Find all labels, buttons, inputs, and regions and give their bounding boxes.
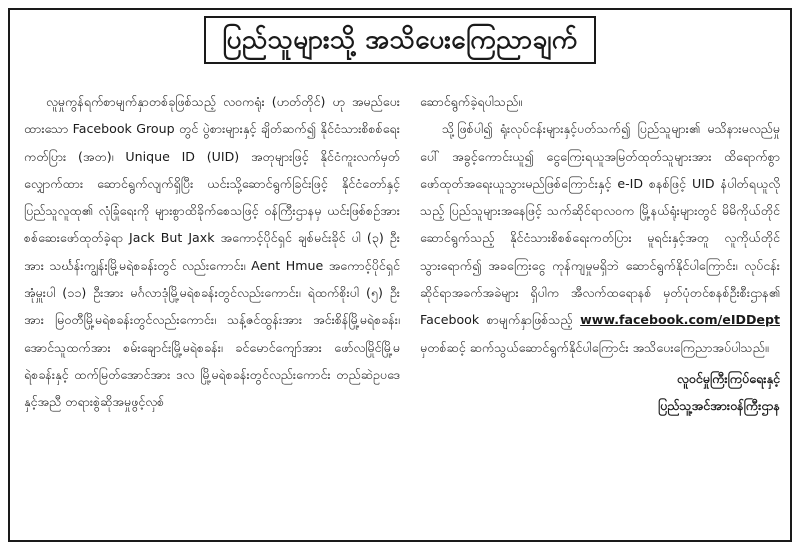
- facebook-link[interactable]: www.facebook.com/eIDDept: [580, 312, 780, 328]
- right-paragraph-end: မှတစ်ဆင့် ဆက်သွယ်ဆောင်ရွက်နိုင်ပါကြောင်း အသိပေးကြေညာအပ်ပါသည်။: [420, 339, 769, 355]
- signature-line-1: လူဝင်မှုကြီးကြပ်ရေးနှင့်: [676, 370, 780, 386]
- left-paragraph: လူမှုကွန်ရက်စာမျက်နှာတစ်ခုဖြစ်သည့် လဝကရုံး (ဟတ်တိုင်) ဟု အမည်ပေးထားသော Facebook Group တွင် ပွဲစားများနှင့် ချိတ်ဆက်၍ နိုင်ငံသားစိစစ်ရေးကတ်ပြား (အတ)၊ Unique ID (UID) အတုများဖြင့် နိုင်ငံကူးလက်မှတ် လျှောက်ထား ဆောင်ရွက်လျက်ရှိပြီး ယင်းသို့ဆောင်ရွက်ခြင်းဖြင့် နိုင်ငံတော်နှင့် ပြည်သူလူထု၏ လုံခြုံရေးကို များစွာထိခိုက်စေသဖြင့် ဝန်ကြီးဌာနမှ ယင်းဖြစ်စဉ်အား စစ်ဆေးဖော်ထုတ်ခဲ့ရာ Jack But Jaxk အကောင့်ပိုင်ရှင် ချစ်မင်းခိုင် ပါ (၃) ဦးအား သင်္ဃန်းကျွန်းမြို့မရဲစခန်းတွင် လည်းကောင်း၊ Aent Hmue အကောင့်ပိုင်ရှင် အုံမှူးပါ (၁၁) ဦးအား မင်္ဂလာဒုံမြို့မရဲစခန်းတွင်လည်းကောင်း၊ ရဲထက်စိုးပါ (၅) ဦးအား မြဝတီမြို့မရဲစခန်းတွင်လည်းကောင်း၊ သန့်ဇင်ထွန်းအား အင်းစိန်မြို့မရဲစခန်း၊ အောင်သူထက်အား စမ်းချောင်းမြို့မရဲစခန်း၊ ခင်မောင်ကျော်အား ဖော်လမြိုင်မြို့မရဲစခန်းနှင့် ထက်မြတ်အောင်အား ဒလ မြို့မရဲစခန်းတွင်လည်းကောင်း တည်ဆဲဥပဒေနှင့်အညီ တရားစွဲဆိုအမှုဖွင့်လှစ်: [24, 94, 400, 410]
- signature-block: [420, 365, 780, 419]
- right-paragraph-main: [420, 115, 780, 361]
- title-wrap: [10, 16, 790, 64]
- signature-line-2: ပြည်သူ့အင်အားဝန်ကြီးဌာန: [657, 397, 780, 413]
- announcement-title: ပြည်သူများသို့ အသိပေးကြေညာချက်: [204, 16, 595, 64]
- right-paragraph-body: သို့ဖြစ်ပါ၍ ရုံးလုပ်ငန်းများနှင့်ပတ်သက်၍ ပြည်သူများ၏ မသိနားမလည်မှုပေါ် အခွင့်ကောင်းယူ၍ ငွေကြေးရယူအမြတ်ထုတ်သူများအား ထိရောက်စွာ ဖော်ထုတ်အရေးယူသွားမည်ဖြစ်ကြောင်းနှင့် e-ID စနစ်ဖြင့် UID နံပါတ်ရယူလိုသည့် ပြည်သူများအနေဖြင့် သက်ဆိုင်ရာလဝက မြို့နယ်ရုံးများတွင် မိမိကိုယ်တိုင်ဆောင်ရွက်သည့် နိုင်ငံသားစိစစ်ရေးကတ်ပြား မူရင်းနှင့်အတူ လူကိုယ်တိုင်သွားရောက်၍ အခကြေးငွေ ကုန်ကျမှုမရှိဘဲ ဆောင်ရွက်နိုင်ပါကြောင်း၊ လုပ်ငန်းဆိုင်ရာအခက်အခဲများ ရှိပါက အီလက်ထရောနစ် မှတ်ပုံတင်စနစ်ဦးစီးဌာန၏ Facebook စာမျက်နှာဖြစ်သည့်: [420, 121, 780, 328]
- announcement-frame: [8, 8, 792, 542]
- right-paragraph-continuation: ဆောင်ရွက်ခဲ့ရပါသည်။: [420, 94, 523, 109]
- left-column: [24, 88, 400, 416]
- right-column: [420, 88, 780, 419]
